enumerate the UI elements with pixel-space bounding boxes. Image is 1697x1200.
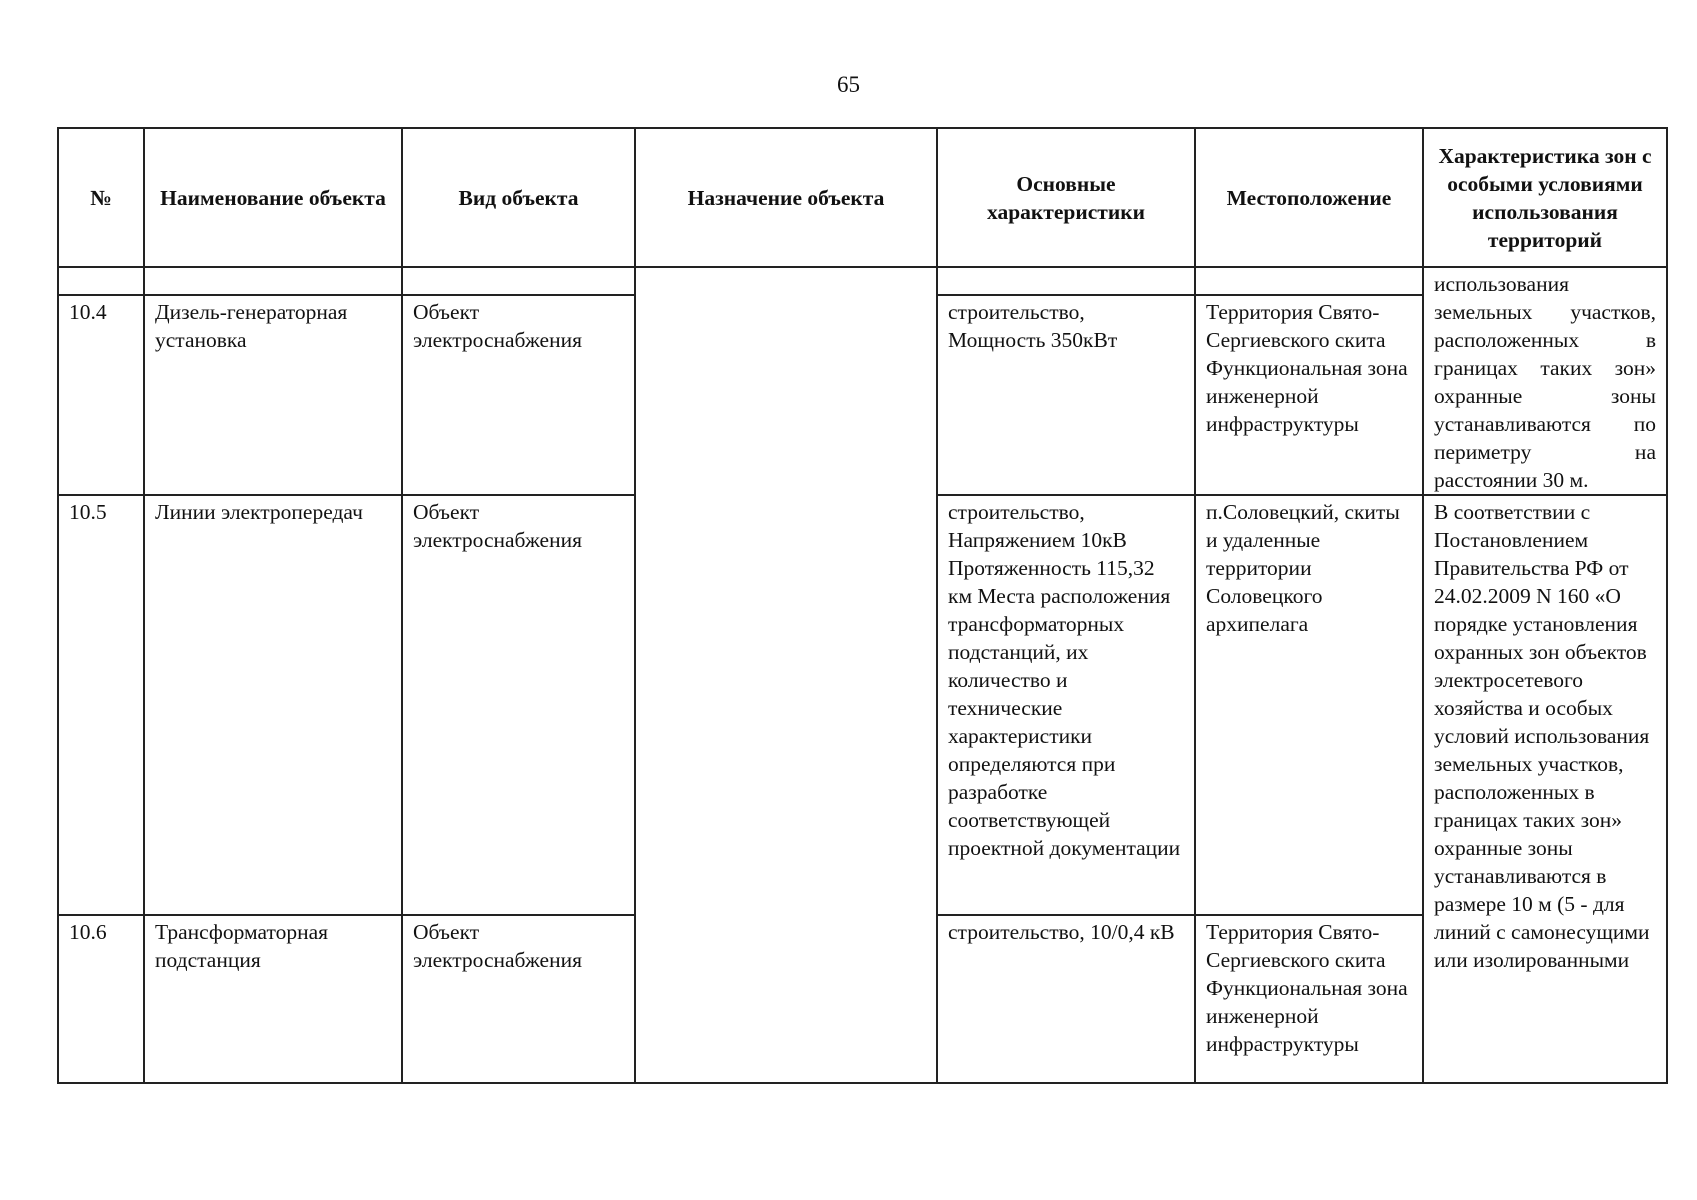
cell-zone-continuation: использования земельных участков, расположенных в границах таких зон» охранные зоны устанавливаются по периметру на расстоянии 30 м. (1423, 267, 1667, 495)
cell-type: Объект электроснабжения (402, 495, 635, 915)
cell-name: Линии электропередач (144, 495, 402, 915)
header-name: Наименование объекта (144, 128, 402, 267)
cell-characteristics: строительство, 10/0,4 кВ (937, 915, 1195, 1083)
cell-empty (937, 267, 1195, 295)
cell-zone: В соответствии с Постановлением Правительства РФ от 24.02.2009 N 160 «О порядке установления охранных зон объектов электросетевого хозяйства и особых условий использования земельных участков, расположенных в границах таких зон» охранные зоны устанавливаются в размере 10 м (5 - для линий с самонесущими или изолированными (1423, 495, 1667, 1083)
cell-number: 10.6 (58, 915, 144, 1083)
header-type: Вид объекта (402, 128, 635, 267)
cell-location: Территория Свято-Сергиевского скита Функциональная зона инженерной инфраструктуры (1195, 915, 1423, 1083)
cell-type: Объект электроснабжения (402, 915, 635, 1083)
cell-type: Объект электроснабжения (402, 295, 635, 495)
cell-name: Трансформаторная подстанция (144, 915, 402, 1083)
cell-number: 10.5 (58, 495, 144, 915)
table-header-row (58, 128, 1667, 267)
cell-characteristics: строительство, Мощность 350кВт (937, 295, 1195, 495)
cell-empty (144, 267, 402, 295)
page-number: 65 (837, 72, 860, 97)
header-characteristics: Основные характеристики (937, 128, 1195, 267)
cell-name: Дизель-генераторная установка (144, 295, 402, 495)
cell-location: Территория Свято-Сергиевского скита Функциональная зона инженерной инфраструктуры (1195, 295, 1423, 495)
header-location: Местоположение (1195, 128, 1423, 267)
header-purpose: Назначение объекта (635, 128, 937, 267)
cell-empty (1195, 267, 1423, 295)
cell-empty (58, 267, 144, 295)
cell-empty (402, 267, 635, 295)
cell-number: 10.4 (58, 295, 144, 495)
cell-characteristics: строительство, Напряжением 10кВ Протяженность 115,32 км Места расположения трансформаторных подстанций, их количество и технические характеристики определяются при разработке соответствующей проектной документации (937, 495, 1195, 915)
table-row (58, 267, 1667, 295)
cell-location: п.Соловецкий, скиты и удаленные территории Соловецкого архипелага (1195, 495, 1423, 915)
header-number: № (58, 128, 144, 267)
header-zone: Характеристика зон с особыми условиями использования территорий (1423, 128, 1667, 267)
objects-table (57, 127, 1668, 1084)
cell-purpose-merged (635, 267, 937, 1083)
